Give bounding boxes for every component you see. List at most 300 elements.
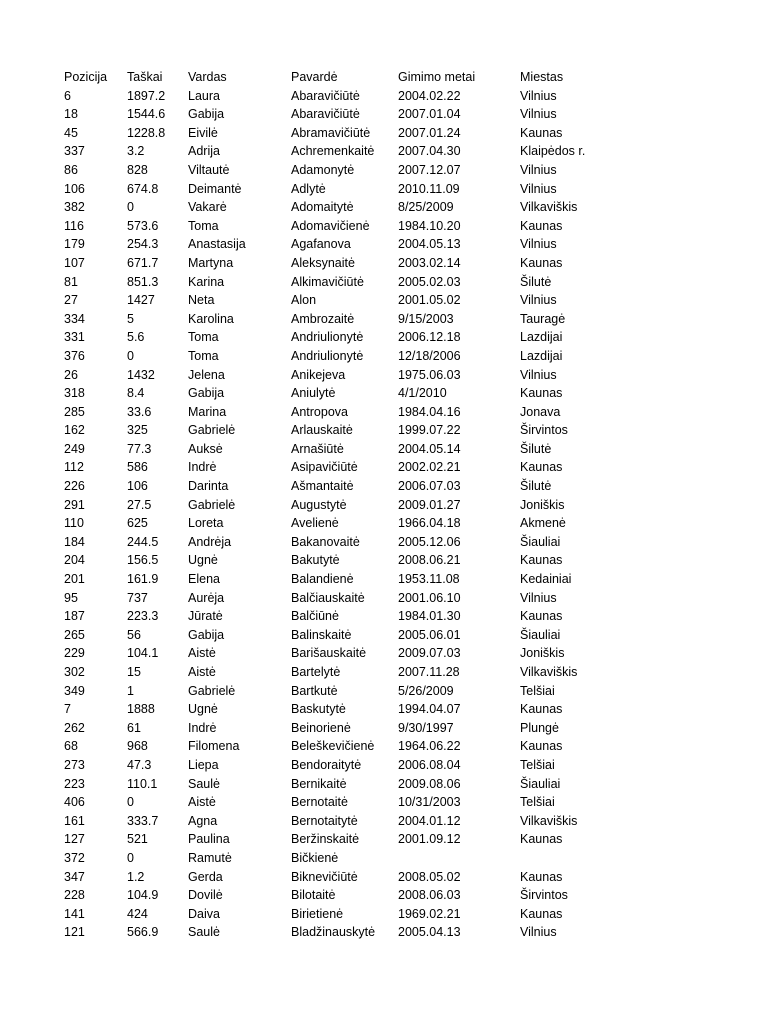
table-row xyxy=(0,551,768,570)
gimimo-metai-cell: 2005.12.06 xyxy=(398,534,461,549)
table-row xyxy=(0,719,768,738)
taskai-cell: 573.6 xyxy=(127,218,159,233)
taskai-cell: 5 xyxy=(127,311,134,326)
pozicija-cell: 331 xyxy=(64,330,85,345)
taskai-cell: 110.1 xyxy=(127,776,158,791)
vardas-cell: Dovilė xyxy=(188,888,223,903)
pavarde-cell: Barišauskaitė xyxy=(291,646,367,661)
gimimo-metai-cell: 10/31/2003 xyxy=(398,795,461,810)
spreadsheet xyxy=(0,68,768,942)
pozicija-cell: 116 xyxy=(64,218,84,233)
vardas-cell: Aistė xyxy=(188,646,216,661)
miestas-cell: Plungė xyxy=(520,720,559,735)
pavarde-cell: Bartkutė xyxy=(291,683,338,698)
vardas-cell: Jūratė xyxy=(188,609,223,624)
taskai-cell: 156.5 xyxy=(127,553,159,568)
vardas-cell: Saulė xyxy=(188,925,220,940)
table-row xyxy=(0,682,768,701)
table-row xyxy=(0,273,768,292)
miestas-cell: Vilnius xyxy=(520,181,557,196)
header-vardas: Vardas xyxy=(188,70,227,84)
vardas-cell: Liepa xyxy=(188,757,219,772)
taskai-cell: 674.8 xyxy=(127,181,159,196)
gimimo-metai-cell: 8/25/2009 xyxy=(398,200,454,215)
miestas-cell: Kaunas xyxy=(520,255,563,270)
miestas-cell: Kaunas xyxy=(520,553,563,568)
gimimo-metai-cell: 2002.02.21 xyxy=(398,460,461,475)
miestas-cell: Vilkaviškis xyxy=(520,665,578,679)
miestas-cell: Kaunas xyxy=(520,702,563,717)
miestas-cell: Vilnius xyxy=(520,107,557,122)
gimimo-metai-cell: 1966.04.18 xyxy=(398,516,461,531)
taskai-cell: 254.3 xyxy=(127,237,159,252)
gimimo-metai-cell: 1975.06.03 xyxy=(398,367,461,382)
vardas-cell: Daiva xyxy=(188,906,220,921)
taskai-cell: 625 xyxy=(127,516,148,531)
miestas-cell: Kedainiai xyxy=(520,572,572,587)
vardas-cell: Eivilė xyxy=(188,125,218,140)
miestas-cell: Šilutė xyxy=(520,274,552,289)
pavarde-cell: Bičkienė xyxy=(291,850,339,865)
miestas-cell: Vilnius xyxy=(520,293,557,308)
gimimo-metai-cell: 2009.08.06 xyxy=(398,776,461,791)
pozicija-cell: 334 xyxy=(64,311,85,326)
pozicija-cell: 291 xyxy=(64,497,85,512)
vardas-cell: Gerda xyxy=(188,869,223,884)
vardas-cell: Laura xyxy=(188,88,220,103)
header-miestas: Miestas xyxy=(520,70,564,84)
vardas-cell: Karina xyxy=(188,274,225,289)
miestas-cell: Kaunas xyxy=(520,832,563,847)
miestas-cell: Šilutė xyxy=(520,441,552,456)
taskai-cell: 1427 xyxy=(127,293,155,308)
taskai-cell: 521 xyxy=(127,832,148,847)
miestas-cell: Kaunas xyxy=(520,125,563,140)
gimimo-metai-cell: 2007.04.30 xyxy=(398,144,461,159)
pavarde-cell: Bilotaitė xyxy=(291,888,336,903)
miestas-cell: Šiauliai xyxy=(520,534,561,549)
gimimo-metai-cell: 2008.06.21 xyxy=(398,553,461,568)
pozicija-cell: 121 xyxy=(64,925,85,940)
gimimo-metai-cell: 1964.06.22 xyxy=(398,739,461,754)
gimimo-metai-cell: 2008.06.03 xyxy=(398,888,461,903)
pozicija-cell: 262 xyxy=(64,720,85,735)
pavarde-cell: Bartelytė xyxy=(291,665,341,679)
table-row xyxy=(0,886,768,905)
pavarde-cell: Arlauskaitė xyxy=(291,423,353,438)
gimimo-metai-cell: 1999.07.22 xyxy=(398,423,461,438)
vardas-cell: Indrė xyxy=(188,720,217,735)
pozicija-cell: 285 xyxy=(64,404,85,419)
pavarde-cell: Antropova xyxy=(291,404,348,419)
miestas-cell: Vilnius xyxy=(520,367,557,382)
pozicija-cell: 27 xyxy=(64,293,78,308)
pozicija-cell: 127 xyxy=(64,832,85,847)
table-row xyxy=(0,737,768,756)
taskai-cell: 1432 xyxy=(127,367,155,382)
taskai-cell: 244.5 xyxy=(127,534,159,549)
pozicija-cell: 81 xyxy=(64,274,78,289)
vardas-cell: Gabrielė xyxy=(188,683,236,698)
vardas-cell: Paulina xyxy=(188,832,230,847)
table-row xyxy=(0,458,768,477)
miestas-cell: Vilnius xyxy=(520,88,557,103)
pozicija-cell: 107 xyxy=(64,255,85,270)
vardas-cell: Darinta xyxy=(188,479,229,494)
table-row xyxy=(0,663,768,682)
gimimo-metai-cell: 2003.02.14 xyxy=(398,255,461,270)
table-row xyxy=(0,310,768,329)
taskai-cell: 3.2 xyxy=(127,144,145,159)
pozicija-cell: 228 xyxy=(64,888,85,903)
taskai-cell: 1897.2 xyxy=(127,88,166,103)
taskai-cell: 106 xyxy=(127,479,148,494)
table-row xyxy=(0,849,768,868)
header-pavarde: Pavardė xyxy=(291,70,338,84)
table-row xyxy=(0,291,768,310)
pavarde-cell: Adomaitytė xyxy=(291,200,354,215)
miestas-cell: Širvintos xyxy=(520,888,568,903)
vardas-cell: Anastasija xyxy=(188,237,246,252)
gimimo-metai-cell: 2007.11.28 xyxy=(398,665,460,679)
pavarde-cell: Ašmantaitė xyxy=(291,479,354,494)
gimimo-metai-cell: 2006.12.18 xyxy=(398,330,461,345)
pavarde-cell: Bakutytė xyxy=(291,553,340,568)
pozicija-cell: 6 xyxy=(64,88,71,103)
taskai-cell: 968 xyxy=(127,739,148,754)
vardas-cell: Marina xyxy=(188,404,227,419)
taskai-cell: 0 xyxy=(127,850,134,865)
miestas-cell: Akmenė xyxy=(520,516,566,531)
vardas-cell: Gabija xyxy=(188,627,225,642)
miestas-cell: Vilnius xyxy=(520,237,557,252)
taskai-cell: 61 xyxy=(127,720,141,735)
pavarde-cell: Augustytė xyxy=(291,497,347,512)
vardas-cell: Toma xyxy=(188,348,219,363)
pozicija-cell: 112 xyxy=(64,460,84,475)
table-row xyxy=(0,180,768,199)
vardas-cell: Aurėja xyxy=(188,590,225,605)
table-row xyxy=(0,477,768,496)
vardas-cell: Viltautė xyxy=(188,162,230,177)
pavarde-cell: Avelienė xyxy=(291,516,339,531)
pozicija-cell: 7 xyxy=(64,702,71,717)
pavarde-cell: Aleksynaitė xyxy=(291,255,355,270)
pozicija-cell: 273 xyxy=(64,757,85,772)
pozicija-cell: 45 xyxy=(64,125,78,140)
miestas-cell: Kaunas xyxy=(520,869,563,884)
pavarde-cell: Asipavičiūtė xyxy=(291,460,358,475)
pavarde-cell: Balinskaitė xyxy=(291,627,352,642)
taskai-cell: 223.3 xyxy=(127,609,159,624)
vardas-cell: Adrija xyxy=(188,144,220,159)
miestas-cell: Kaunas xyxy=(520,906,563,921)
taskai-cell: 8.4 xyxy=(127,386,145,401)
gimimo-metai-cell: 2001.06.10 xyxy=(398,590,461,605)
pavarde-cell: Beinorienė xyxy=(291,720,351,735)
taskai-cell: 5.6 xyxy=(127,330,145,345)
pavarde-cell: Bernotaitytė xyxy=(291,813,358,828)
table-row xyxy=(0,142,768,161)
pavarde-cell: Arnašiūtė xyxy=(291,441,344,456)
table-row xyxy=(0,105,768,124)
gimimo-metai-cell: 2004.05.13 xyxy=(398,237,461,252)
gimimo-metai-cell: 2009.01.27 xyxy=(398,497,461,512)
miestas-cell: Telšiai xyxy=(520,683,555,698)
vardas-cell: Ugnė xyxy=(188,553,218,568)
pavarde-cell: Bakanovaitė xyxy=(291,534,360,549)
gimimo-metai-cell: 1984.01.30 xyxy=(398,609,461,624)
gimimo-metai-cell: 1994.04.07 xyxy=(398,702,461,717)
gimimo-metai-cell: 12/18/2006 xyxy=(398,348,461,363)
header-pozicija: Pozicija xyxy=(64,70,108,84)
pozicija-cell: 161 xyxy=(64,813,85,828)
pavarde-cell: Ambrozaitė xyxy=(291,311,355,326)
pavarde-cell: Andriulionytė xyxy=(291,330,364,345)
pozicija-cell: 179 xyxy=(64,237,85,252)
taskai-cell: 1.2 xyxy=(127,869,145,884)
pavarde-cell: Adamonytė xyxy=(291,162,355,177)
taskai-cell: 56 xyxy=(127,627,141,642)
table-row xyxy=(0,235,768,254)
taskai-cell: 424 xyxy=(127,906,148,921)
taskai-cell: 325 xyxy=(127,423,148,438)
taskai-cell: 737 xyxy=(127,590,148,605)
gimimo-metai-cell: 2006.07.03 xyxy=(398,479,461,494)
header-gimimo-metai: Gimimo metai xyxy=(398,70,476,84)
pavarde-cell: Abaravičiūtė xyxy=(291,88,360,103)
vardas-cell: Ramutė xyxy=(188,850,232,865)
taskai-cell: 828 xyxy=(127,162,148,177)
gimimo-metai-cell: 1953.11.08 xyxy=(398,572,460,587)
pozicija-cell: 204 xyxy=(64,553,85,568)
pozicija-cell: 110 xyxy=(64,516,84,531)
pozicija-cell: 318 xyxy=(64,386,85,401)
taskai-cell: 161.9 xyxy=(127,572,159,587)
table-row xyxy=(0,812,768,831)
pozicija-cell: 68 xyxy=(64,739,78,754)
table-row xyxy=(0,328,768,347)
miestas-cell: Joniškis xyxy=(520,497,565,512)
pavarde-cell: Balčiūnė xyxy=(291,609,339,624)
vardas-cell: Deimantė xyxy=(188,181,242,196)
table-row xyxy=(0,868,768,887)
pavarde-cell: Biknevičiūtė xyxy=(291,869,358,884)
pavarde-cell: Bendoraitytė xyxy=(291,757,362,772)
pavarde-cell: Beržinskaitė xyxy=(291,832,360,847)
taskai-cell: 33.6 xyxy=(127,404,152,419)
pavarde-cell: Alkimavičiūtė xyxy=(291,274,364,289)
gimimo-metai-cell: 2004.05.14 xyxy=(398,441,461,456)
pozicija-cell: 141 xyxy=(64,906,85,921)
vardas-cell: Jelena xyxy=(188,367,225,382)
table-row xyxy=(0,514,768,533)
vardas-cell: Agna xyxy=(188,813,218,828)
gimimo-metai-cell: 9/30/1997 xyxy=(398,720,454,735)
table-row xyxy=(0,124,768,143)
table-row xyxy=(0,421,768,440)
miestas-cell: Tauragė xyxy=(520,311,566,326)
table-row xyxy=(0,198,768,217)
pozicija-cell: 26 xyxy=(64,367,78,382)
taskai-cell: 671.7 xyxy=(127,255,159,270)
vardas-cell: Gabrielė xyxy=(188,497,236,512)
miestas-cell: Širvintos xyxy=(520,423,568,438)
vardas-cell: Filomena xyxy=(188,739,240,754)
pavarde-cell: Bernikaitė xyxy=(291,776,347,791)
pavarde-cell: Andriulionytė xyxy=(291,348,364,363)
taskai-cell: 1888 xyxy=(127,702,155,717)
table-row xyxy=(0,87,768,106)
vardas-cell: Auksė xyxy=(188,441,223,456)
pozicija-cell: 249 xyxy=(64,441,85,456)
pozicija-cell: 223 xyxy=(64,776,85,791)
miestas-cell: Kaunas xyxy=(520,460,563,475)
taskai-cell: 104.9 xyxy=(127,888,159,903)
pavarde-cell: Abramavičiūtė xyxy=(291,125,371,140)
miestas-cell: Telšiai xyxy=(520,757,555,772)
table-row xyxy=(0,533,768,552)
table-row xyxy=(0,217,768,236)
pozicija-cell: 406 xyxy=(64,795,85,810)
table-row xyxy=(0,347,768,366)
vardas-cell: Aistė xyxy=(188,795,216,810)
vardas-cell: Loreta xyxy=(188,516,224,531)
gimimo-metai-cell: 2008.05.02 xyxy=(398,869,461,884)
vardas-cell: Andrėja xyxy=(188,534,232,549)
vardas-cell: Indrė xyxy=(188,460,217,475)
pavarde-cell: Balčiauskaitė xyxy=(291,590,365,605)
gimimo-metai-cell: 5/26/2009 xyxy=(398,683,454,698)
table-row xyxy=(0,905,768,924)
miestas-cell: Kaunas xyxy=(520,218,563,233)
pavarde-cell: Adlytė xyxy=(291,181,326,196)
vardas-cell: Toma xyxy=(188,330,219,345)
pozicija-cell: 347 xyxy=(64,869,85,884)
gimimo-metai-cell: 2005.02.03 xyxy=(398,274,461,289)
taskai-cell: 77.3 xyxy=(127,441,152,456)
table-row xyxy=(0,626,768,645)
vardas-cell: Martyna xyxy=(188,255,234,270)
vardas-cell: Karolina xyxy=(188,311,234,326)
pozicija-cell: 337 xyxy=(64,144,85,159)
pavarde-cell: Agafanova xyxy=(291,237,351,252)
pavarde-cell: Adomavičienė xyxy=(291,218,370,233)
taskai-cell: 0 xyxy=(127,348,134,363)
taskai-cell: 0 xyxy=(127,200,134,215)
vardas-cell: Elena xyxy=(188,572,220,587)
vardas-cell: Saulė xyxy=(188,776,220,791)
table-row xyxy=(0,793,768,812)
miestas-cell: Vilkaviškis xyxy=(520,200,578,215)
pozicija-cell: 18 xyxy=(64,107,78,122)
miestas-cell: Šiauliai xyxy=(520,776,561,791)
pavarde-cell: Balandienė xyxy=(291,572,354,587)
vardas-cell: Gabija xyxy=(188,386,225,401)
gimimo-metai-cell: 2010.11.09 xyxy=(398,181,460,196)
table-row xyxy=(0,589,768,608)
gimimo-metai-cell: 2004.02.22 xyxy=(398,88,461,103)
table-row xyxy=(0,700,768,719)
gimimo-metai-cell: 1969.02.21 xyxy=(398,906,461,921)
gimimo-metai-cell: 2007.01.24 xyxy=(398,125,461,140)
table-row xyxy=(0,440,768,459)
taskai-cell: 27.5 xyxy=(127,497,152,512)
table-row xyxy=(0,403,768,422)
miestas-cell: Klaipėdos r. xyxy=(520,144,586,159)
miestas-cell: Lazdijai xyxy=(520,348,563,363)
pozicija-cell: 162 xyxy=(64,423,85,438)
pozicija-cell: 86 xyxy=(64,162,78,177)
table-body xyxy=(0,87,768,942)
pozicija-cell: 187 xyxy=(64,609,85,624)
vardas-cell: Neta xyxy=(188,293,215,308)
miestas-cell: Telšiai xyxy=(520,795,555,810)
pozicija-cell: 265 xyxy=(64,627,85,642)
miestas-cell: Joniškis xyxy=(520,646,565,661)
pozicija-cell: 184 xyxy=(64,534,85,549)
vardas-cell: Gabrielė xyxy=(188,423,236,438)
miestas-cell: Vilnius xyxy=(520,590,557,605)
miestas-cell: Vilnius xyxy=(520,925,557,940)
gimimo-metai-cell: 2001.05.02 xyxy=(398,293,461,308)
pavarde-cell: Beleškevičienė xyxy=(291,739,375,754)
pavarde-cell: Alon xyxy=(291,293,317,308)
table-row xyxy=(0,570,768,589)
pavarde-cell: Baskutytė xyxy=(291,702,346,717)
vardas-cell: Toma xyxy=(188,218,219,233)
pozicija-cell: 106 xyxy=(64,181,85,196)
gimimo-metai-cell: 2007.01.04 xyxy=(398,107,461,122)
taskai-cell: 586 xyxy=(127,460,148,475)
vardas-cell: Vakarė xyxy=(188,200,227,215)
taskai-cell: 566.9 xyxy=(127,925,159,940)
table-row xyxy=(0,254,768,273)
gimimo-metai-cell: 1984.10.20 xyxy=(398,218,461,233)
pozicija-cell: 372 xyxy=(64,850,85,865)
pozicija-cell: 376 xyxy=(64,348,85,363)
taskai-cell: 1 xyxy=(127,683,134,698)
pozicija-cell: 302 xyxy=(64,665,85,679)
taskai-cell: 851.3 xyxy=(127,274,159,289)
table-row xyxy=(0,775,768,794)
miestas-cell: Vilkaviškis xyxy=(520,813,578,828)
pavarde-cell: Birietienė xyxy=(291,906,344,921)
gimimo-metai-cell: 1984.04.16 xyxy=(398,404,461,419)
table-row xyxy=(0,644,768,663)
miestas-cell: Vilnius xyxy=(520,162,557,177)
gimimo-metai-cell: 2005.06.01 xyxy=(398,627,461,642)
miestas-cell: Jonava xyxy=(520,404,561,419)
gimimo-metai-cell: 2005.04.13 xyxy=(398,925,461,940)
gimimo-metai-cell: 4/1/2010 xyxy=(398,386,447,401)
taskai-cell: 15 xyxy=(127,665,141,679)
gimimo-metai-cell: 2009.07.03 xyxy=(398,646,461,661)
miestas-cell: Kaunas xyxy=(520,609,563,624)
pozicija-cell: 226 xyxy=(64,479,85,494)
taskai-cell: 1228.8 xyxy=(127,125,166,140)
table-row xyxy=(0,830,768,849)
miestas-cell: Kaunas xyxy=(520,739,563,754)
pozicija-cell: 201 xyxy=(64,572,85,587)
pavarde-cell: Achremenkaitė xyxy=(291,144,375,159)
gimimo-metai-cell: 9/15/2003 xyxy=(398,311,454,326)
gimimo-metai-cell: 2007.12.07 xyxy=(398,162,461,177)
table-row xyxy=(0,366,768,385)
pozicija-cell: 382 xyxy=(64,200,85,215)
vardas-cell: Aistė xyxy=(188,665,216,679)
vardas-cell: Ugnė xyxy=(188,702,218,717)
